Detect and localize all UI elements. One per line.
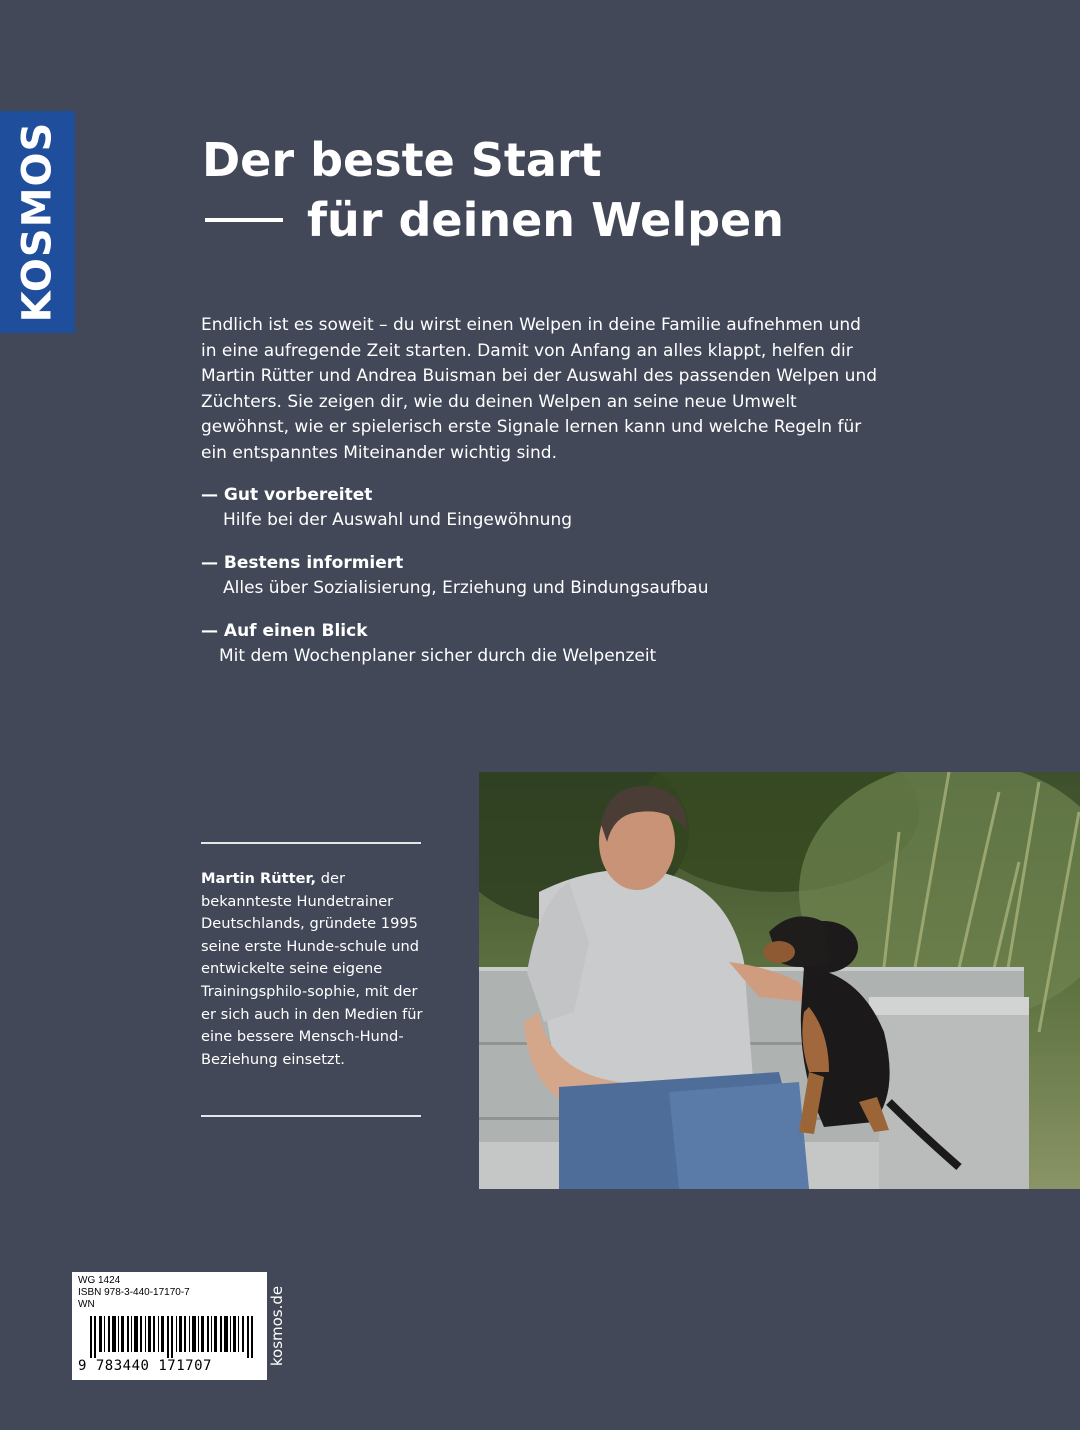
- website-label: [265, 1272, 289, 1380]
- wn-code: WN: [78, 1299, 95, 1310]
- bio-rule-bottom: [201, 1115, 421, 1117]
- feature-text: Mit dem Wochenplaner sicher durch die Welpenzeit: [219, 646, 657, 666]
- title-line-2-wrap: [202, 190, 784, 250]
- feature-heading: — Auf einen Blick: [201, 621, 368, 641]
- bio-rule-top: [201, 842, 421, 844]
- barcode-box: [72, 1272, 267, 1380]
- author-photo: [479, 772, 1080, 1189]
- feature-1: [201, 483, 841, 533]
- title-line-1: Der beste Start: [202, 133, 602, 187]
- author-bio: [201, 868, 431, 1071]
- feature-text: Alles über Sozialisierung, Erziehung und Bindungsaufbau: [223, 578, 709, 598]
- feature-3: [201, 619, 841, 669]
- feature-2: [201, 551, 841, 601]
- website-text: kosmos.de: [268, 1285, 286, 1367]
- barcode-digits: 9 783440 171707: [78, 1358, 212, 1374]
- author-bio-text: der bekannteste Hundetrainer Deutschlands, gründete 1995 seine erste Hunde-schule und entwickelte seine eigene Trainingsphilo-sophie, mit der er sich auch in den Medien für eine bessere Mensch-Hund-Beziehung einsetzt.: [201, 870, 423, 1068]
- intro-text: Endlich ist es soweit – du wirst einen Welpen in deine Familie aufnehmen und in eine aufregende Zeit starten. Damit von Anfang an alles klappt, helfen dir Martin Rütter und Andrea Buisman bei der Auswahl des passenden Welpen und Züchters. Sie zeigen dir, wie du deinen Welpen an seine neue Umwelt gewöhnst, wie er spielerisch erste Signale lernen kann und welche Regeln für ein entspanntes Miteinander wichtig sind.: [201, 315, 878, 463]
- author-name: Martin Rütter,: [201, 870, 317, 887]
- barcode-bars: [90, 1316, 255, 1358]
- feature-heading: — Gut vorbereitet: [201, 485, 373, 505]
- book-title: [202, 130, 784, 250]
- title-line-2: für deinen Welpen: [307, 193, 785, 247]
- kosmos-logo: [0, 111, 75, 333]
- wg-code: WG 1424: [78, 1275, 121, 1286]
- feature-text: Hilfe bei der Auswahl und Eingewöhnung: [223, 510, 573, 530]
- feature-heading: — Bestens informiert: [201, 553, 404, 573]
- logo-text: KOSMOS: [14, 121, 61, 323]
- title-dash: [205, 218, 283, 222]
- isbn: ISBN 978-3-440-17170-7: [78, 1287, 190, 1298]
